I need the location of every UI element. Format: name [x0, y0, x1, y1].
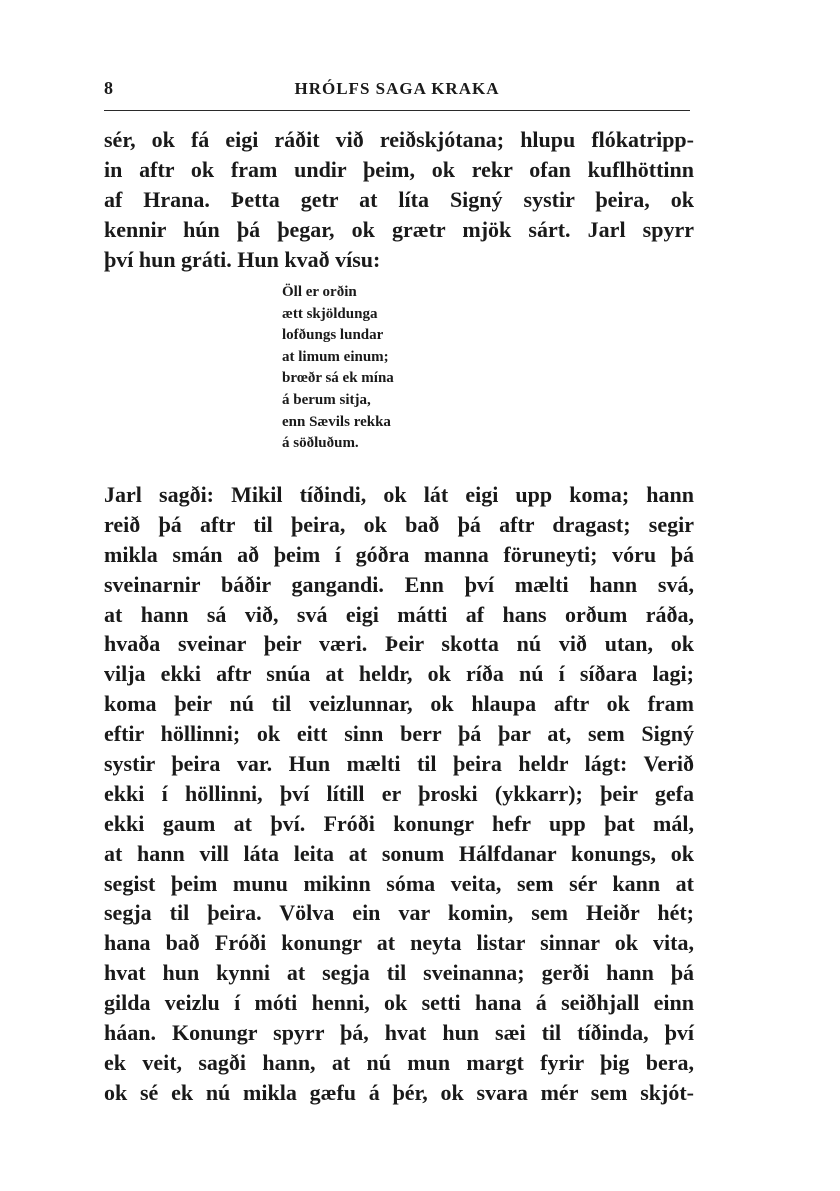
header-rule [104, 110, 690, 111]
text-line: hvaða sveinar þeir væri. Þeir skotta nú við utan, ok [104, 631, 694, 657]
text-line: ekki í höllinni, því lítill er þroski (ykkarr); þeir gefa [104, 780, 694, 806]
text-line: segist þeim munu mikinn sóma veita, sem sér kann at [104, 870, 694, 896]
paragraph-1 [104, 125, 694, 274]
text-line: ek veit, sagði hann, at nú mun margt fyrir þig bera, [104, 1049, 694, 1075]
text-line: ekki gaum at því. Fróði konungr hefr upp þat mál, [104, 810, 694, 836]
verse-line: á berum sitja, [282, 391, 371, 408]
text-line: systir þeira var. Hun mælti til þeira heldr lágt: Verið [104, 751, 694, 777]
verse-line: ætt skjöldunga [282, 305, 378, 322]
text-line: mikla smán að þeim í góðra manna föruneyti; vóru þá [104, 541, 694, 567]
text-line: reið þá aftr til þeira, ok bað þá aftr dragast; segir [104, 511, 694, 537]
page-number: 8 [104, 78, 113, 98]
text-line: því hun gráti. Hun kvað vísu: [104, 246, 381, 272]
text-line: koma þeir nú til veizlunnar, ok hlaupa aftr ok fram [104, 691, 694, 717]
text-line: kennir hún þá þegar, ok grætr mjök sárt. Jarl spyrr [104, 216, 694, 242]
text-line: af Hrana. Þetta getr at líta Signý systir þeira, ok [104, 186, 694, 212]
text-line: ok sé ek nú mikla gæfu á þér, ok svara mér sem skjót- [104, 1079, 694, 1105]
text-line: eftir höllinni; ok eitt sinn berr þá þar at, sem Signý [104, 721, 694, 747]
verse-stanza [282, 282, 394, 455]
verse-line: at limum einum; [282, 348, 389, 365]
verse-line: lofðungs lundar [282, 327, 384, 344]
text-line: háan. Konungr spyrr þá, hvat hun sæi til tíðinda, því [104, 1020, 694, 1046]
text-line: sér, ok fá eigi ráðit við reiðskjótana; hlupu flókatripp- [104, 127, 694, 152]
verse-line: enn Sævils rekka [282, 413, 391, 430]
text-line: segja til þeira. Völva ein var komin, sem Heiðr hét; [104, 900, 694, 926]
text-line: hvat hun kynni at segja til sveinanna; gerði hann þá [104, 960, 694, 986]
verse-line: Öll er orðin [282, 284, 357, 300]
page-header [104, 78, 690, 104]
running-title: HRÓLFS SAGA KRAKA [294, 79, 500, 98]
text-line: Jarl sagði: Mikil tíðindi, ok lát eigi upp koma; hann [104, 482, 694, 507]
text-line: sveinarnir báðir gangandi. Enn því mælti hann svá, [104, 571, 694, 597]
text-line: in aftr ok fram undir þeim, ok rekr ofan kuflhöttinn [104, 156, 694, 182]
text-line: hana bað Fróði konungr at neyta listar sinnar ok vita, [104, 930, 694, 956]
text-line: at hann sá við, svá eigi mátti af hans orðum ráða, [104, 601, 694, 627]
verse-line: brœðr sá ek mína [282, 370, 394, 387]
text-line: at hann vill láta leita at sonum Hálfdanar konungs, ok [104, 840, 694, 866]
text-line: vilja ekki aftr snúa at heldr, ok ríða nú í síðara lagi; [104, 661, 694, 687]
text-line: gilda veizlu í móti henni, ok setti hana á seiðhjall einn [104, 990, 694, 1016]
paragraph-2 [104, 480, 694, 1108]
verse-line: á söðluðum. [282, 435, 359, 452]
